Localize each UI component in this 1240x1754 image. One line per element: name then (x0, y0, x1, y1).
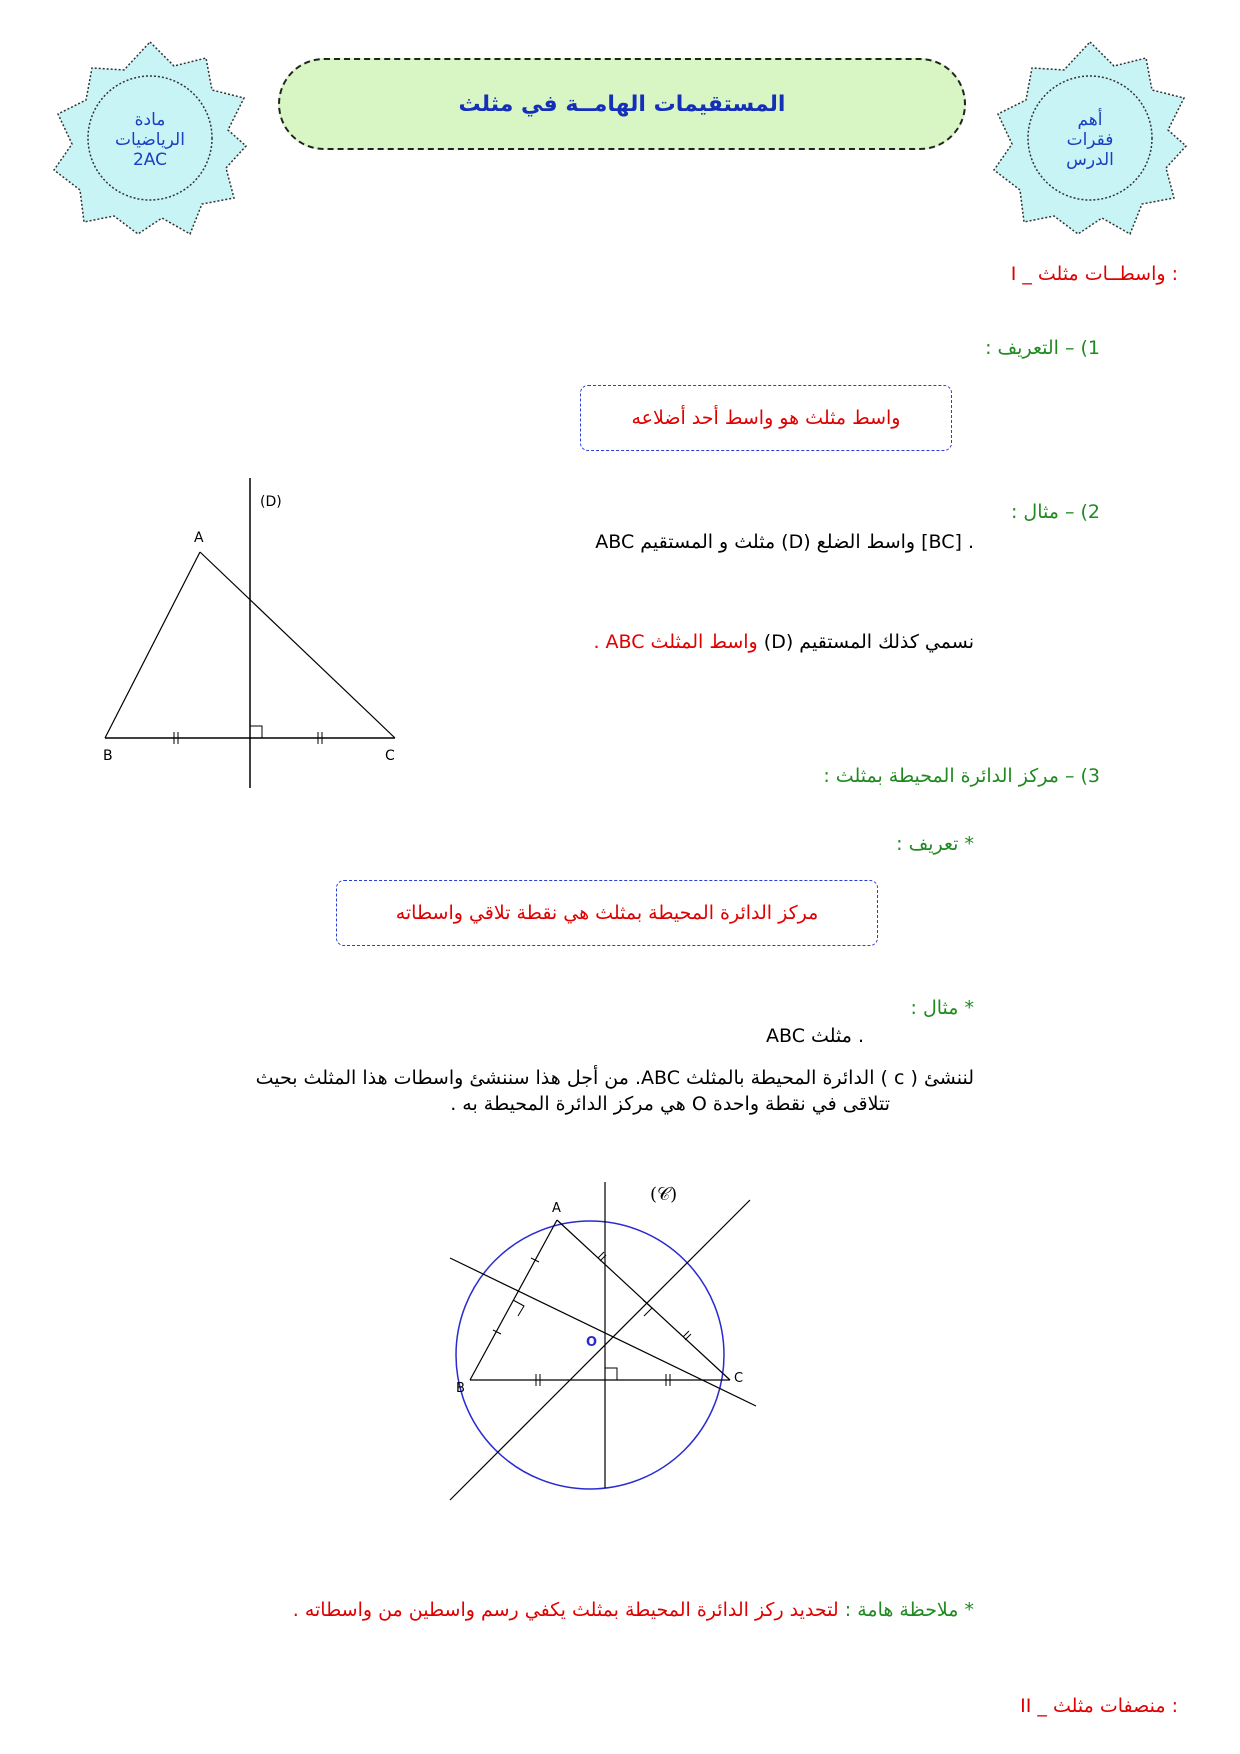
badge-subject-label: مادة (134, 110, 166, 130)
example2-line3: تتلاقى في نقطة واحدة O هي مركز الدائرة المحيطة به . (450, 1093, 890, 1115)
naming-prefix: نسمي كذلك المستقيم (D) (763, 631, 974, 653)
label-b: B (103, 748, 113, 764)
section1-heading: I _ واسطــات مثلث : (1010, 263, 1178, 285)
title-banner (278, 58, 966, 150)
label-a: A (552, 1201, 561, 1216)
naming-highlight: واسط المثلث ABC . (593, 631, 758, 653)
naming-line (593, 630, 974, 654)
definition-box-1 (580, 385, 952, 451)
label-b: B (456, 1381, 465, 1396)
figure-perpendicular-bisector (90, 470, 420, 800)
note-label: * ملاحظة هامة : (844, 1599, 974, 1621)
section2-heading: II _ منصفات مثلث : (1020, 1695, 1178, 1717)
label-c: C (734, 1371, 744, 1386)
figure-circumcircle (440, 1170, 780, 1510)
example2-label: * مثال : (910, 997, 974, 1019)
subsection3-heading: 3) – مركز الدائرة المحيطة بمثلث : (823, 765, 1100, 787)
example-line: ABC مثلث و المستقيم (D) واسط الضلع [BC] . (595, 531, 974, 553)
label-o: O (586, 1335, 598, 1350)
definition2-label: * تعريف : (896, 833, 974, 855)
important-note (293, 1598, 974, 1622)
definition-box-2 (336, 880, 878, 946)
subsection1-heading: 1) – التعريف : (985, 337, 1100, 359)
badge-line-3: الدرس (1066, 150, 1114, 170)
subsection2-heading: 2) – مثال : (1010, 501, 1100, 523)
badge-subject-name: الرياضيات (115, 130, 185, 150)
badge-level: 2AC (132, 150, 168, 170)
definition-text-2: مركز الدائرة المحيطة بمثلث هي نقطة تلاقي واسطاته (395, 902, 819, 924)
right-badge (990, 38, 1190, 238)
label-circle: (𝒞) (650, 1184, 678, 1205)
label-c: C (385, 748, 395, 764)
example2-line2: لننشئ ( c ) الدائرة المحيطة بالمثلث ABC. من أجل هذا سننشئ واسطات هذا المثلث بحيث (255, 1067, 974, 1089)
badge-line-1: أهم (1077, 110, 1103, 130)
label-a: A (194, 530, 204, 546)
badge-line-2: فقرات (1066, 130, 1114, 150)
example2-line1: ABC مثلث . (766, 1025, 864, 1047)
label-d: (D) (260, 494, 282, 510)
note-text: لتحديد ركز الدائرة المحيطة بمثلث يكفي رسم واسطين من واسطاته . (292, 1599, 839, 1621)
definition-text-1: واسط مثلث هو واسط أحد أضلاعه (631, 407, 901, 429)
page-title: المستقيمات الهامــة في مثلث (458, 91, 786, 117)
left-badge (50, 38, 250, 238)
